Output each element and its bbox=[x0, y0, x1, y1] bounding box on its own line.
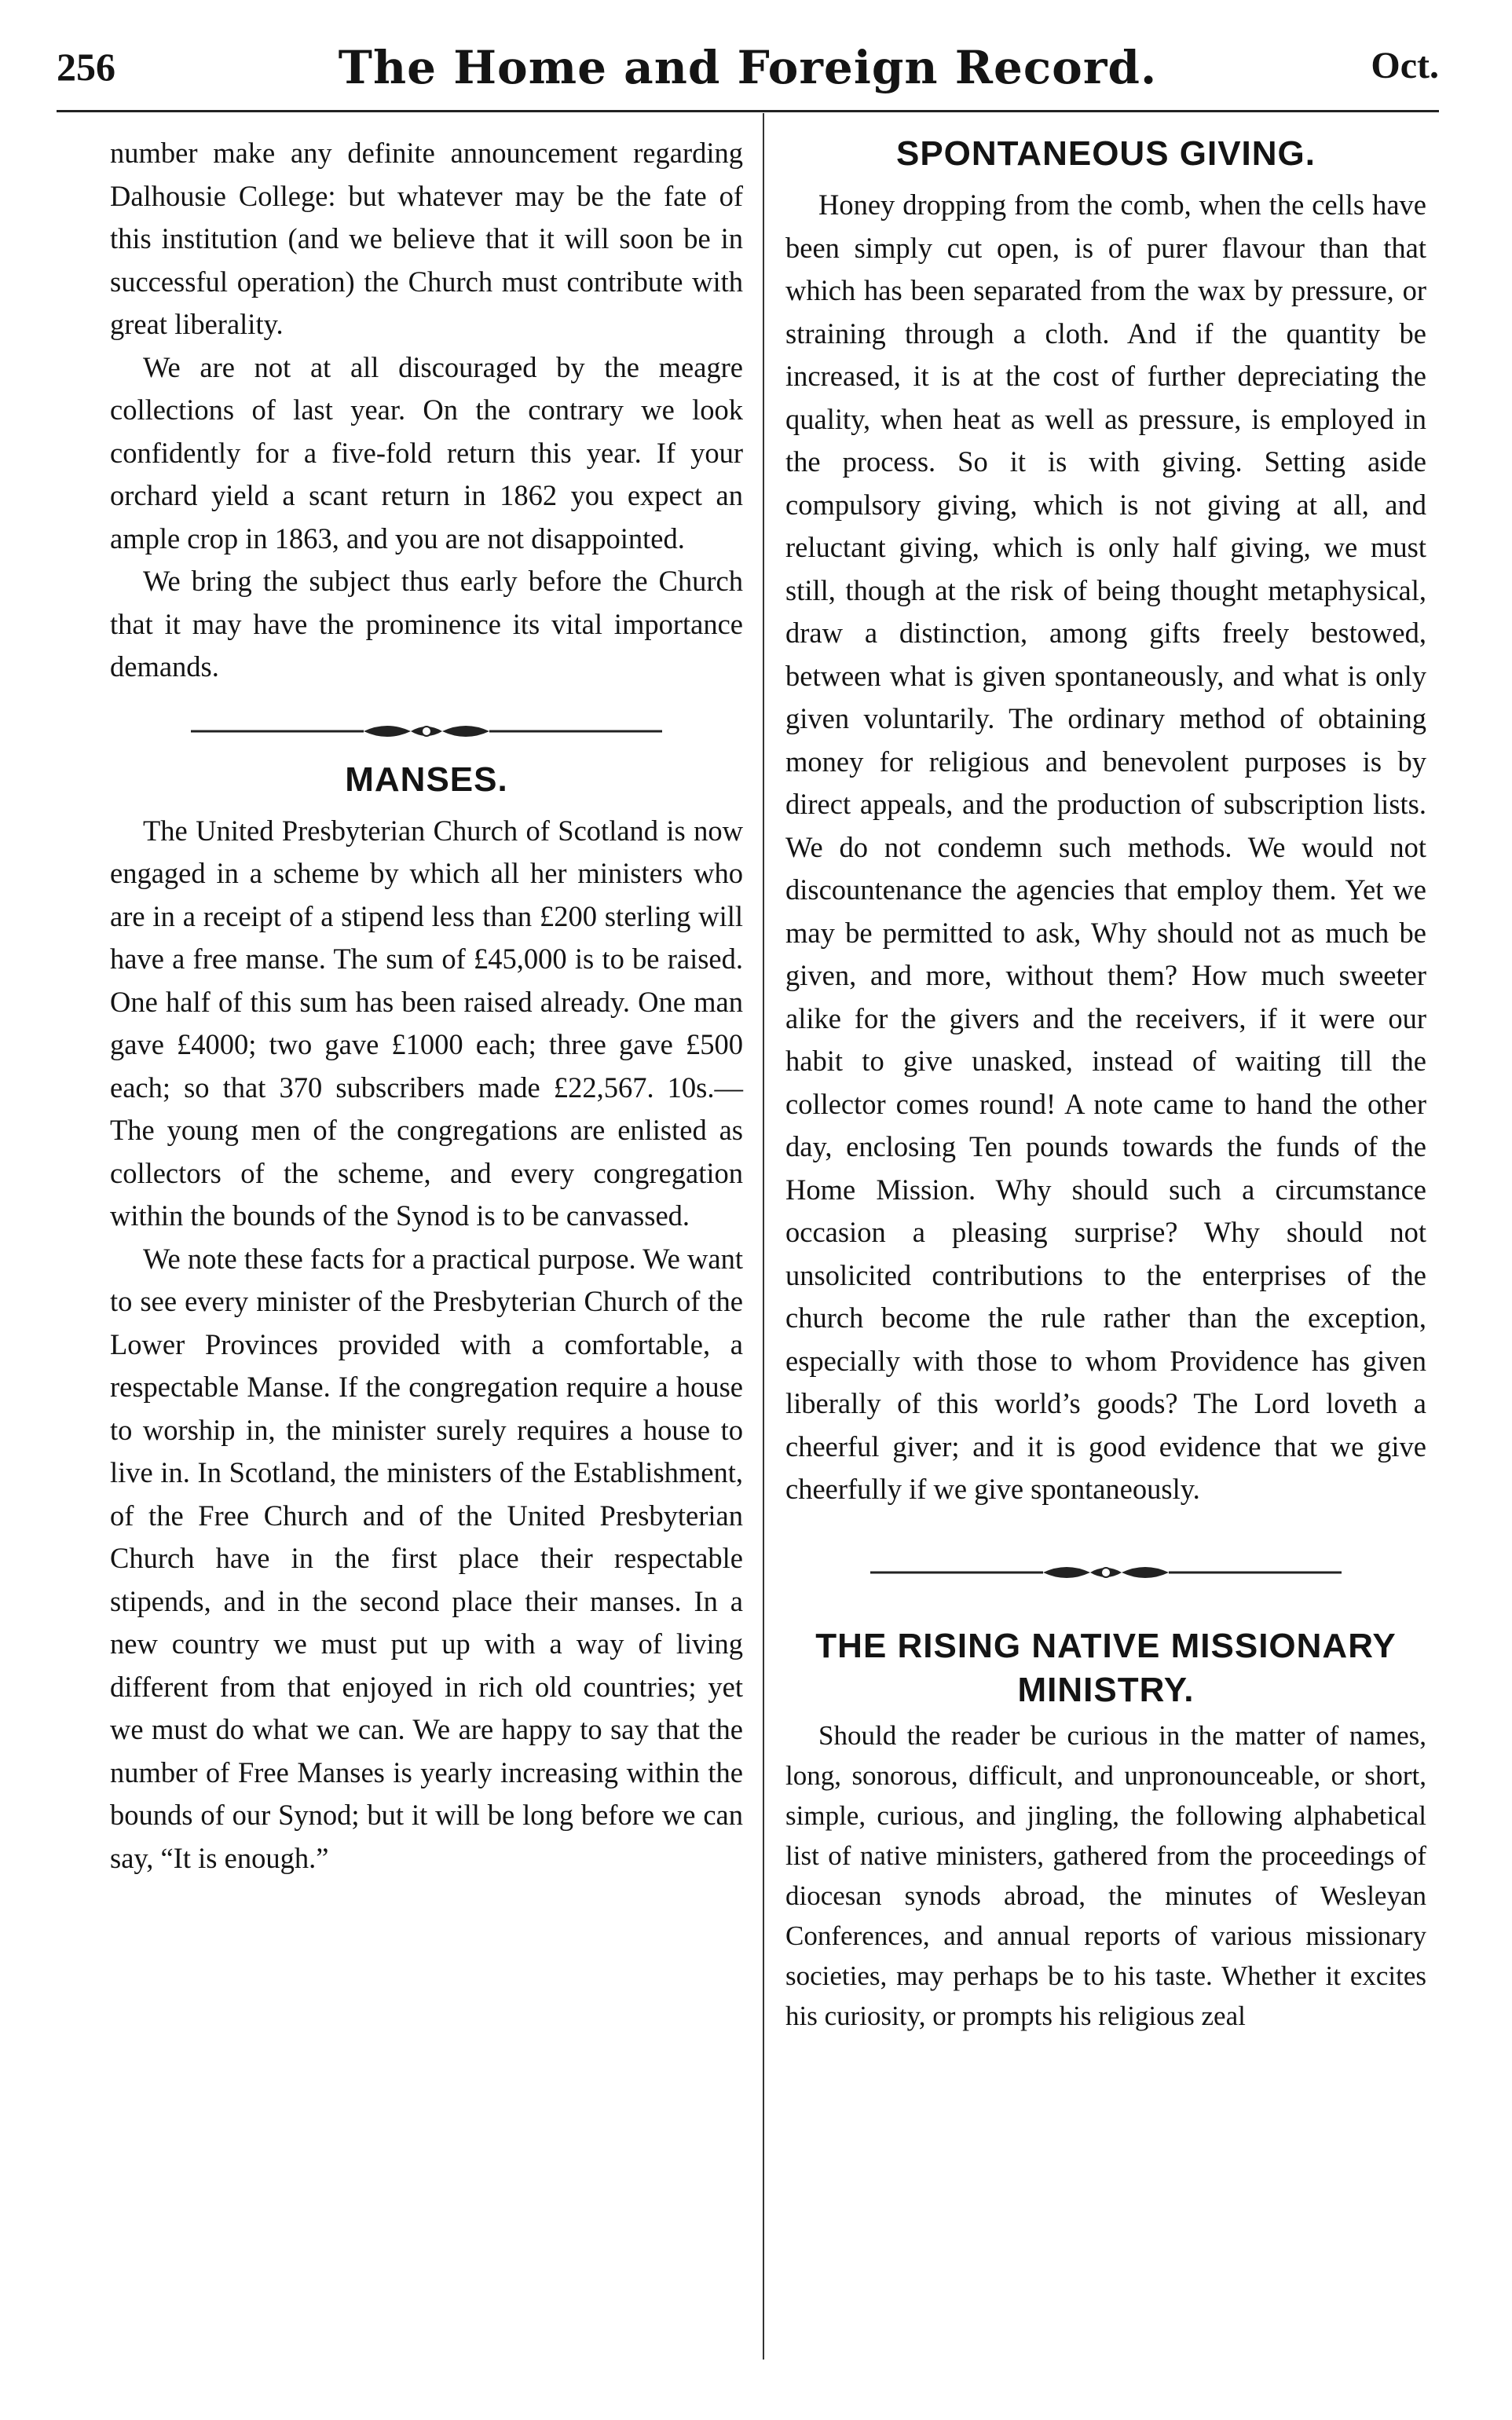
manses-paragraph-2: We note these facts for a practical purpose. We want to see every minister of the Presbyterian Church of the Lower Provinces provided with a comfortable, a respectable Manse. If the congregation require a house to worship in, the minister surely requires a house to live in. In Scotland, the ministers of the Establishment, of the Free Church and of the United Presbyterian Church have in the first place their respectable stipends, and in the second place their manses. In a new country we must put up with a way of living different from that enjoyed in rich old countries; yet we must do what we can. We are happy to say that the number of Free Manses is yearly increasing within the bounds of our Synod; but it will be long before we can say, “It is enough.” bbox=[110, 1242, 743, 1874]
spontaneous-giving-heading: SPONTANEOUS GIVING. bbox=[895, 134, 1316, 173]
section-divider-ornament bbox=[870, 1557, 1342, 1588]
manses-heading: MANSES. bbox=[345, 760, 508, 799]
publication-title: The Home and Foreign Record. bbox=[338, 41, 1158, 94]
spontaneous-giving-paragraph: Honey dropping from the comb, when the cells have been simply cut open, is of purer flavour than that which has been separated from the wax by pressure, or straining through a cloth. And if the quantity be increased, it is at the cost of further depreciating the quality, when heat as well as pressure, is employed in the process. So it is with giving. Setting aside compulsory giving, which is not giving at all, and reluctant giving, which is only half giving, we must still, though at the risk of being thought metaphysical, draw a distinction, among gifts freely bestowed, between what is given spontaneously, and what is only given voluntarily. The ordinary method of obtaining money for religious and benevolent purposes is by direct appeals, and the production of subscription lists. We do not condemn such methods. We would not discountenance the agencies that employ them. Yet we may be permitted to ask, Why should not as much be given, and more, without them? How much sweeter alike for the givers and the receivers, if it were our habit to give unasked, instead of waiting till the collector comes round! A note came to hand the other day, enclosing Ten pounds towards the funds of the Home Mission. Why should such a circumstance occasion a pleasing surprise? Why should not unsolicited contributions to the enterprises of the church become the rule rather than the exception, especially with those to whom Providence has given liberally of this world’s goods? The Lord loveth a cheerful giver; and it is good evidence that we give cheerfully if we give spontaneously. bbox=[785, 189, 1426, 1505]
dalhousie-paragraph: number make any definite announcement regarding Dalhousie College: but whatever may be the fate of this institution (and we believe that it will soon be in successful operation) the Church must contribute with great liberality. bbox=[110, 137, 743, 340]
page-number: 256 bbox=[57, 45, 115, 89]
collections-paragraph: We are not at all discouraged by the meagre collections of last year. On the contrary we look confidently for a five-fold return this year. If your orchard yield a scant return in 1862 you expect an ample crop in 1863, and you are not disappointed. bbox=[110, 350, 743, 555]
issue-month: Oct. bbox=[1371, 45, 1439, 86]
prominence-paragraph: We bring the subject thus early before the Church that it may have the prominence its vital importance demands. bbox=[110, 565, 743, 683]
column-rule bbox=[763, 113, 764, 2360]
running-header bbox=[57, 33, 1439, 104]
manses-paragraph-1: The United Presbyterian Church of Scotland is now engaged in a scheme by which all her ministers who are in a receipt of a stipend less than £200 sterling will have a free manse. The sum of £45,000 is to be raised. One half of this sum has been raised already. One man gave £4000; two gave £1000 each; three gave £500 each; so that 370 subscribers made £22,567. 10s.—The young men of the congregations are enlisted as collectors of the scheme, and every congregation within the bounds of the Synod is to be canvassed. bbox=[110, 814, 743, 1232]
left-column bbox=[110, 132, 743, 1880]
native-ministry-heading-line-2: MINISTRY. bbox=[1017, 1670, 1195, 1709]
header-rule bbox=[57, 110, 1439, 112]
native-ministry-paragraph: Should the reader be curious in the matter of names, long, sonorous, difficult, and unpronounceable, or short, simple, curious, and jingling, the following alphabetical list of native ministers, gathered from the proceedings of diocesan synods abroad, the minutes of Wesleyan Conferences, and annual reports of various missionary societies, may perhaps be to his taste. Whether it excites his curiosity, or prompts his religious zeal bbox=[785, 1719, 1426, 2031]
section-divider-ornament bbox=[191, 716, 662, 747]
right-column bbox=[785, 132, 1426, 2036]
native-ministry-heading-line-1: THE RISING NATIVE MISSIONARY bbox=[815, 1626, 1397, 1665]
native-ministry-heading bbox=[785, 1624, 1426, 1712]
